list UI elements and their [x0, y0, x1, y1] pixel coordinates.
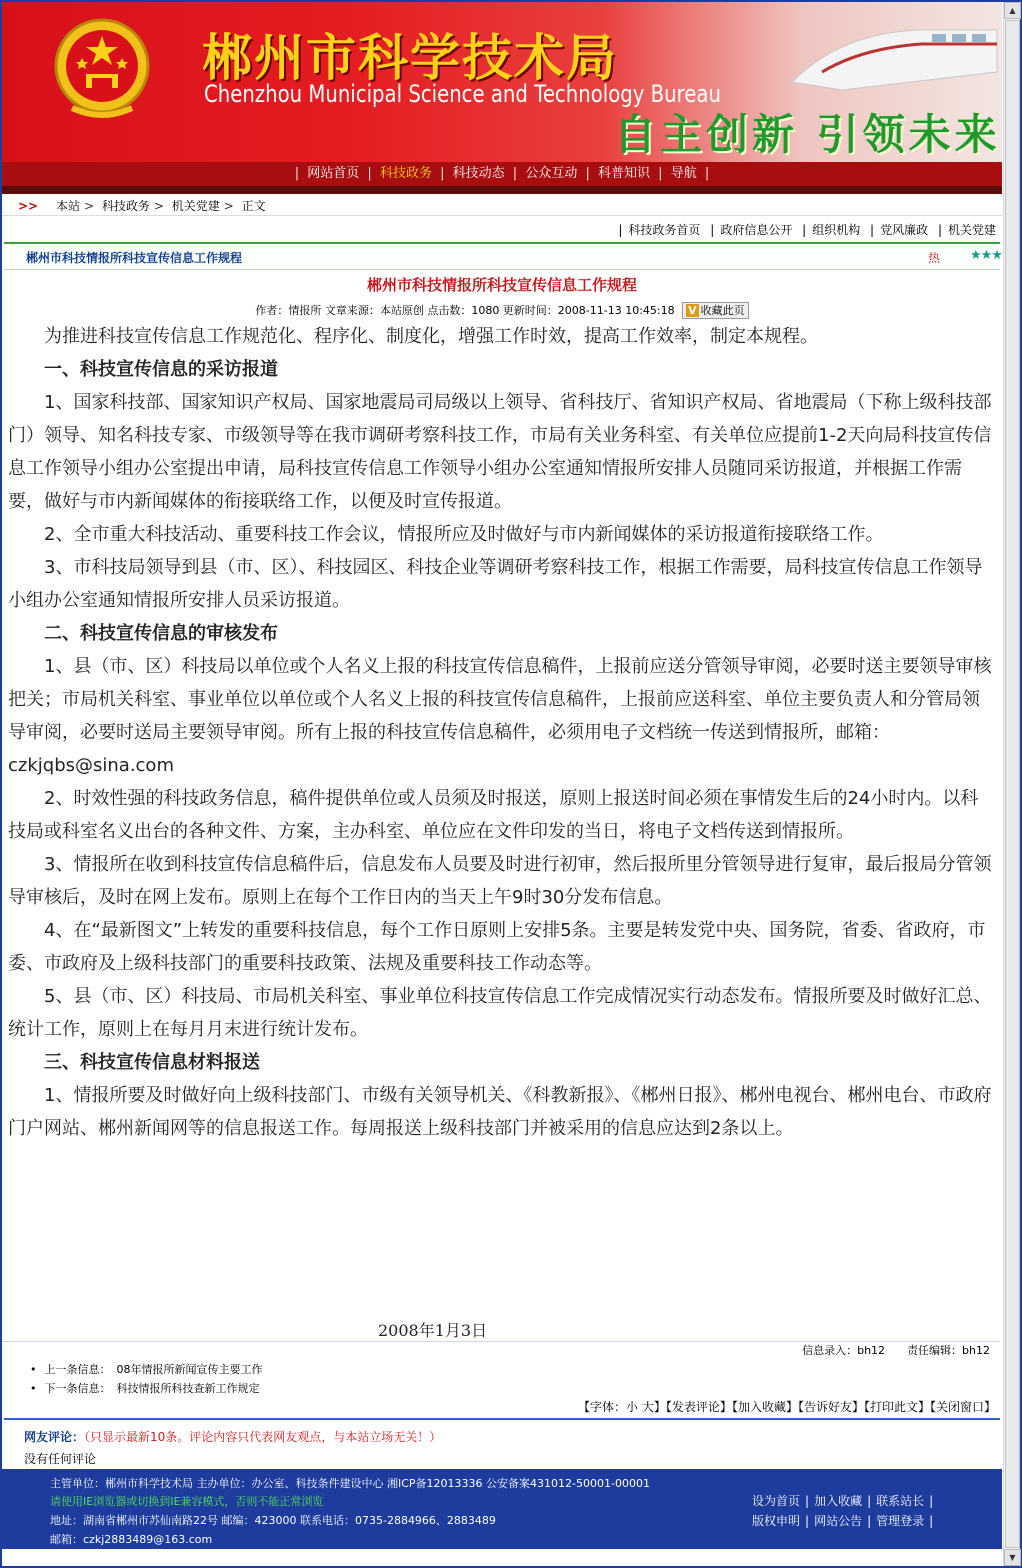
print-article-button[interactable]: 【打印此文】 — [863, 1400, 930, 1414]
article-title: 郴州市科技情报所科技宣传信息工作规程 — [366, 276, 637, 294]
prev-article-link[interactable]: 08年情报所新闻宣传主要工作 — [116, 1363, 263, 1376]
subnav-separator: | — [937, 223, 942, 237]
font-big-button[interactable]: 大 — [641, 1400, 654, 1414]
footer-link-notice[interactable]: 网站公告 — [814, 1514, 863, 1528]
tell-friend-button[interactable]: 【告诉好友】 — [797, 1400, 864, 1414]
rating-stars: ★★★ — [970, 248, 1002, 263]
nav-separator: | — [704, 166, 710, 181]
article-date: 2008年1月3日 — [378, 1321, 488, 1340]
subnav-separator: | — [802, 223, 807, 237]
breadcrumb-separator: > — [223, 199, 234, 213]
prev-article-label: 上一条信息： — [44, 1363, 111, 1376]
hot-badge: 热 — [928, 251, 941, 265]
article-body — [8, 320, 996, 1145]
article-paragraph: 1、县（市、区）科技局以单位或个人名义上报的科技宣传信息稿件，上报前应送分管领导审阅，必要时送主要领导审核把关；市局机关科室、事业单位以单位或个人名义上报的科技宣传信息稿件，上报前应送科室、单位主要负责人和分管局领导审阅，必要时送局主要领导审阅。所有上报的科技宣传信息稿件，必须用电子文档统一传送到情报所，邮箱：czkjqbs@sina.com — [8, 656, 992, 776]
subnav-separator: | — [618, 223, 623, 237]
nav-item-science-knowledge[interactable]: 科普知识 — [598, 166, 651, 181]
site-title: 郴州市科学技术局 — [202, 29, 618, 87]
nav-item-public-interaction[interactable]: 公众互动 — [525, 166, 578, 181]
nav-item-gov-affairs[interactable]: 科技政务 — [379, 166, 432, 181]
main-nav — [2, 162, 1002, 194]
footer-link-favorite[interactable]: 加入收藏 — [814, 1494, 863, 1508]
article-paragraph: 3、情报所在收到科技宣传信息稿件后，信息发布人员要及时进行初审，然后报所里分管领导进行复审，最后报局分管领导审核后，及时在网上发布。原则上在每个工作日内的当天上午9时30分发布信息。 — [8, 854, 992, 908]
breadcrumb — [2, 196, 1002, 216]
editor-info — [2, 1341, 1000, 1361]
vertical-scrollbar[interactable] — [1003, 2, 1020, 1566]
font-size-close: 】 — [653, 1400, 666, 1414]
nav-item-home[interactable]: 网站首页 — [307, 166, 360, 181]
site-footer — [2, 1469, 1002, 1549]
footer-links-row: 版权申明 | 网站公告 | 管理登录 | — [752, 1514, 934, 1528]
nav-separator: | — [294, 166, 300, 181]
article-paragraph: 3、市科技局领导到县（市、区）、科技园区、科技企业等调研考察科技工作，根据工作需要，局科技宣传信息工作领导小组办公室通知情报所安排人员采访报道。 — [8, 557, 983, 611]
section-sub-nav — [2, 220, 1002, 240]
bookmark-page-button[interactable] — [682, 302, 749, 319]
breadcrumb-separator: > — [83, 199, 95, 213]
footer-link-copyright[interactable]: 版权申明 — [752, 1514, 801, 1528]
article-paragraph: 1、国家科技部、国家知识产权局、国家地震局司局级以上领导、省科技厅、省知识产权局、省地震局（下称上级科技部门）领导、知名科技专家、市级领导等在我市调研考察科技工作，市局有关业务科室、有关单位应提前1-2天向局科技宣传信息工作领导小组办公室提出申请，局科技宣传信息工作领导小组办公室通知情报所安排人员随同采访报道，并根据工作需要，做好与市内新闻媒体的衔接联络工作，以便及时宣传报道。 — [8, 392, 992, 512]
nav-separator: | — [512, 166, 518, 181]
subnav-item-organization[interactable]: 组织机构 — [812, 223, 861, 237]
subnav-item-party-building[interactable]: 机关党建 — [947, 223, 996, 237]
bullet-icon: • — [30, 1382, 37, 1395]
nav-separator: | — [658, 166, 663, 181]
footer-email: 邮箱：czkj2883489@163.com — [50, 1533, 213, 1546]
next-article-label: 下一条信息： — [44, 1382, 111, 1395]
footer-sponsor-info: 主管单位：郴州市科学技术局 主办单位：办公室、科技条件建设中心 湘ICP备12013336 公安备案431012-50001-00001 — [50, 1477, 650, 1490]
scrollbar-thumb[interactable] — [1005, 20, 1020, 1548]
article-paragraph: 5、县（市、区）科技局、市局机关科室、事业单位科技宣传信息工作完成情况实行动态发布。情报所要及时做好汇总、统计工作，原则上在每月月末进行统计发布。 — [8, 986, 992, 1040]
subnav-item-gov-home[interactable]: 科技政务首页 — [628, 223, 701, 237]
bookmark-icon: V — [688, 304, 697, 317]
comments-label: 网友评论： — [24, 1430, 85, 1444]
high-speed-train-icon — [782, 12, 1002, 102]
site-slogan: 自主创新 引领未来 — [614, 110, 1001, 159]
next-article-link[interactable]: 科技情报所科技查新工作规定 — [116, 1382, 260, 1395]
article-meta — [2, 302, 1002, 322]
bullet-icon: • — [30, 1363, 37, 1376]
comments-empty-text: 没有任何评论 — [24, 1452, 97, 1466]
comments-section — [4, 1418, 1000, 1468]
site-subtitle: Chenzhou Municipal Science and Technology Bureau — [204, 80, 721, 108]
breadcrumb-item-gov-affairs[interactable]: 科技政务 — [101, 199, 150, 213]
prev-next-links — [30, 1360, 263, 1398]
nav-item-navigation[interactable]: 导航 — [670, 166, 697, 181]
font-small-button[interactable]: 小 — [626, 1400, 639, 1414]
article-section-heading: 三、科技宣传信息材料报送 — [44, 1052, 260, 1073]
footer-links — [752, 1491, 938, 1531]
article-paragraph: 4、在“最新图文”上转发的重要科技信息，每个工作日原则上安排5条。主要是转发党中央、国务院，省委、省政府，市委、市政府及上级科技部门的重要科技政策、法规及重要科技工作动态等。 — [8, 920, 986, 974]
subnav-separator: | — [710, 223, 715, 237]
close-window-button[interactable]: 【关闭窗口】 — [929, 1400, 996, 1414]
entered-by: 信息录入：bh12 — [802, 1344, 886, 1357]
add-favorite-button[interactable]: 【加入收藏】 — [731, 1400, 798, 1414]
footer-link-admin-login[interactable]: 管理登录 — [876, 1514, 925, 1528]
article-meta-text: 作者：情报所 文章来源：本站原创 点击数：1080 更新时间：2008-11-13 10:45:18 — [255, 304, 675, 317]
article-paragraph: 2、时效性强的科技政务信息，稿件提供单位或人员须及时报送，原则上报送时间必须在事情发生后的24小时内。以科技局或科室名义出台的各种文件、方案，主办科室、单位应在文件印发的当日，将电子文档传送到情报所。 — [8, 788, 979, 842]
nav-item-tech-news[interactable]: 科技动态 — [452, 166, 505, 181]
subnav-item-info-disclosure[interactable]: 政府信息公开 — [720, 223, 793, 237]
responsible-editor: 责任编辑：bh12 — [907, 1344, 990, 1357]
prev-article-row — [30, 1360, 263, 1379]
font-size-label: 【字体： — [578, 1400, 627, 1414]
subnav-item-integrity[interactable]: 党风廉政 — [880, 223, 929, 237]
double-chevron-icon: >> — [18, 199, 39, 213]
footer-link-contact[interactable]: 联系站长 — [876, 1494, 925, 1508]
breadcrumb-item-party-building[interactable]: 机关党建 — [171, 199, 220, 213]
scroll-up-arrow-icon[interactable]: ▲ — [1004, 2, 1021, 19]
nav-separator: | — [440, 166, 445, 181]
article-title-strip — [4, 242, 1000, 270]
footer-address: 地址：湖南省郴州市苏仙南路22号 邮编：423000 联系电话：0735-2884966、2883489 — [50, 1514, 496, 1527]
article-section-heading: 一、科技宣传信息的采访报道 — [44, 359, 278, 380]
nav-separator: | — [367, 166, 372, 181]
footer-link-set-home[interactable]: 设为首页 — [752, 1494, 801, 1508]
footer-links-row: 设为首页 | 加入收藏 | 联系站长 | — [752, 1494, 934, 1508]
subnav-separator: | — [870, 223, 875, 237]
breadcrumb-separator: > — [153, 199, 164, 213]
article-section-heading: 二、科技宣传信息的审核发布 — [44, 623, 278, 644]
scroll-down-arrow-icon[interactable]: ▼ — [1004, 1549, 1021, 1566]
article-paragraph: 2、全市重大科技活动、重要科技工作会议，情报所应及时做好与市内新闻媒体的采访报道衔接联络工作。 — [44, 524, 884, 545]
comments-note: （只显示最新10条。评论内容只代表网友观点，与本站立场无关！） — [84, 1430, 442, 1444]
nav-separator: | — [585, 166, 590, 181]
article-paragraph: 1、情报所要及时做好向上级科技部门、市级有关领导机关、《科教新报》、《郴州日报》、郴州电视台、郴州电台、市政府门户网站、郴州新闻网等的信息报送工作。每周报送上级科技部门并被采用的信息应达到2条以上。 — [8, 1085, 992, 1139]
article-tools — [2, 1398, 1000, 1416]
article-paragraph: 为推进科技宣传信息工作规范化、程序化、制度化，增强工作时效，提高工作效率，制定本规程。 — [44, 326, 818, 347]
footer-browser-notice: 请使用IE浏览器或切换到IE兼容模式，否则不能正常浏览 — [50, 1495, 324, 1508]
bookmark-page-label: 收藏此页 — [700, 304, 745, 317]
next-article-row — [30, 1379, 263, 1398]
breadcrumb-item-site[interactable]: 本站 — [55, 199, 80, 213]
site-banner — [2, 2, 1002, 162]
national-emblem-icon — [52, 16, 152, 124]
comments-header — [24, 1428, 441, 1445]
breadcrumb-item-current: 正文 — [241, 199, 266, 213]
post-comment-button[interactable]: 【发表评论】 — [665, 1400, 732, 1414]
strip-article-title: 郴州市科技情报所科技宣传信息工作规程 — [26, 251, 243, 265]
